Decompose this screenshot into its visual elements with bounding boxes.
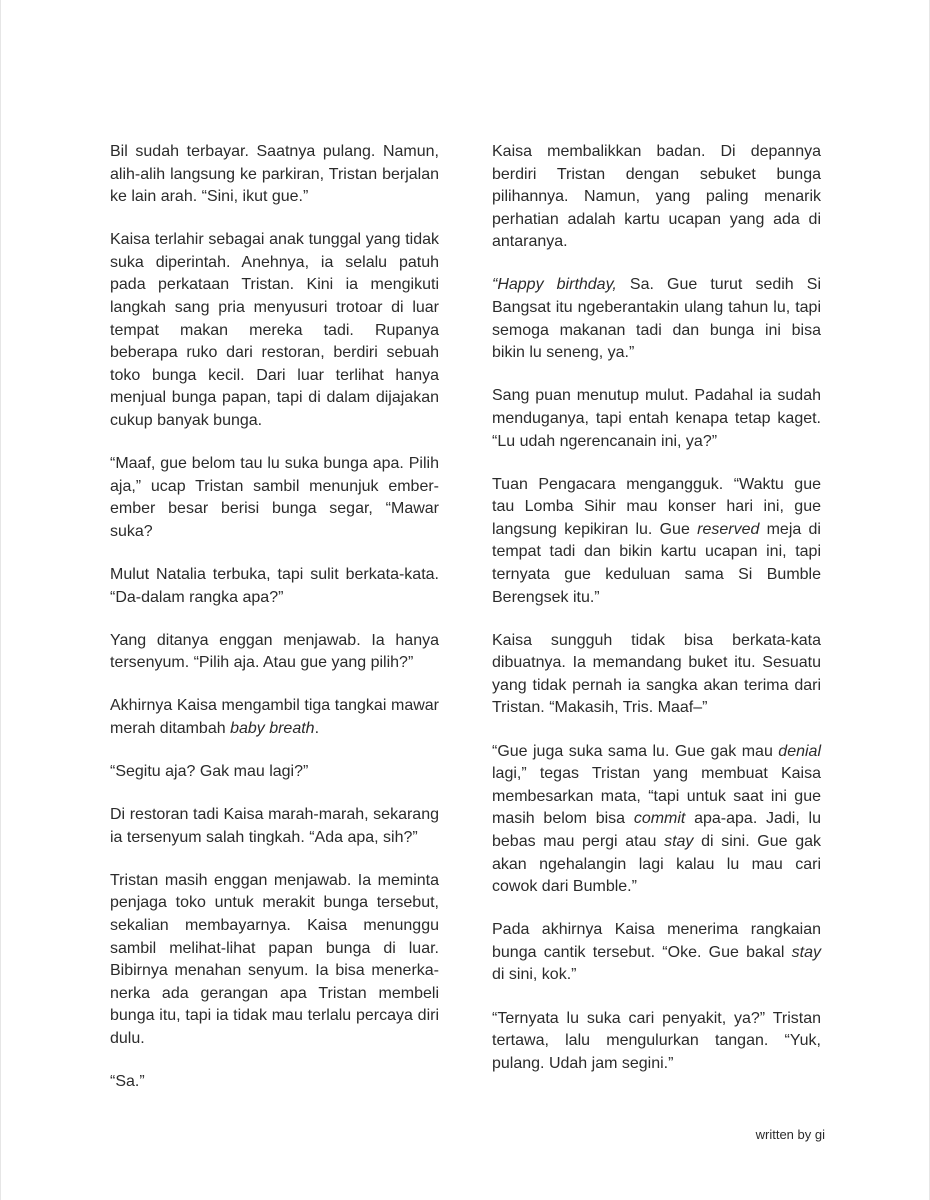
right-column [492, 141, 821, 1096]
italic-text: commit [633, 810, 686, 828]
text-run: Pada akhirnya Kaisa menerima rangkaian bunga cantik tersebut. “Oke. Gue bakal [492, 921, 821, 961]
text-run: di sini. Gue gak akan ngehalangin lagi kalau lu mau cari cowok dari Bumble.” [492, 832, 821, 896]
text-run: meja di tempat tadi dan bikin kartu ucapan ini, tapi ternyata gue keduluan sama Si Bumble Berengsek itu.” [492, 520, 821, 606]
paragraph: Kaisa membalikkan badan. Di depannya berdiri Tristan dengan sebuket bunga pilihannya. Namun, yang paling menarik perhatian adalah kartu ucapan yang ada di antaranya. [492, 143, 821, 251]
italic-text: reserved [697, 520, 760, 538]
paragraph [492, 919, 821, 987]
italic-text: stay [664, 832, 694, 850]
paragraph: “Ternyata lu suka cari penyakit, ya?” Tristan tertawa, lalu mengulurkan tangan. “Yuk, pulang. Udah jam segini.” [492, 1009, 821, 1072]
paragraph: Bil sudah terbayar. Saatnya pulang. Namun, alih-alih langsung ke parkiran, Tristan berjalan ke lain arah. “Sini, ikut gue.” [110, 143, 439, 206]
text-run: “Gue juga suka sama lu. Gue gak mau [492, 742, 779, 760]
paragraph: “Segitu aja? Gak mau lagi?” [110, 763, 309, 781]
paragraph: “Maaf, gue belom tau lu suka bunga apa. Pilih aja,” ucap Tristan sambil menunjuk ember-ember besar berisi bunga segar, “Mawar suka? [110, 455, 439, 540]
text-run: . [314, 719, 320, 737]
paragraph [492, 274, 821, 364]
paragraph [492, 741, 821, 899]
italic-text: baby breath [230, 719, 315, 737]
italic-text: denial [778, 742, 821, 760]
paragraph: Tristan masih enggan menjawab. Ia meminta penjaga toko untuk merakit bunga tersebut, sekalian membayarnya. Kaisa menunggu sambil melihat-lihat papan bunga di luar. Bibirnya menahan senyum. Ia bisa menerka-nerka ada gerangan apa Tristan membeli bunga itu, tapi ia tidak mau terlalu percaya diri dulu. [110, 871, 439, 1047]
text-run: lagi,” tegas Tristan yang membuat Kaisa membesarkan mata, “tapi untuk saat ini gue masih belom bisa [492, 765, 821, 828]
italic-text: stay [791, 943, 821, 961]
paragraph: Mulut Natalia terbuka, tapi sulit berkata-kata. “Da-dalam rangka apa?” [110, 566, 439, 606]
italic-text: “Happy birthday, [492, 276, 617, 294]
text-run: apa-apa. Jadi, lu bebas mau pergi atau [492, 810, 821, 850]
text-run: di sini, kok.” [492, 966, 577, 984]
text-run: Akhirnya Kaisa mengambil tiga tangkai mawar merah ditambah [110, 697, 439, 737]
paragraph [492, 474, 821, 610]
paragraph [110, 695, 439, 740]
text-run: Sa. Gue turut sedih Si Bangsat itu ngeberantakin ulang tahun lu, tapi semoga makanan tadi dan bunga ini bisa bikin lu seneng, ya.” [492, 276, 821, 362]
paragraph: Di restoran tadi Kaisa marah-marah, sekarang ia tersenyum salah tingkah. “Ada apa, sih?” [110, 806, 439, 846]
paragraph: Sang puan menutup mulut. Padahal ia sudah menduganya, tapi entah kenapa tetap kaget. “Lu udah ngerencanain ini, ya?” [492, 387, 821, 450]
text-run: Tuan Pengacara mengangguk. “Waktu gue tau Lomba Sihir mau konser hari ini, gue langsung kepikiran lu. Gue [492, 475, 821, 538]
left-column [110, 141, 439, 1114]
paragraph: “Sa.” [110, 1073, 145, 1091]
paragraph: Kaisa terlahir sebagai anak tunggal yang tidak suka diperintah. Anehnya, ia selalu patuh pada perkataan Tristan. Kini ia mengikuti langkah sang pria menyusuri trotoar di luar tempat makan mereka tadi. Rupanya beberapa ruko dari restoran, berdiri sebuah toko bunga kecil. Dari luar terlihat hanya menjual bunga papan, tapi di dalam dijajakan cukup banyak bunga. [110, 231, 439, 430]
author-credit: written by gi [755, 1127, 825, 1142]
paragraph: Yang ditanya enggan menjawab. Ia hanya tersenyum. “Pilih aja. Atau gue yang pilih?” [110, 631, 439, 672]
paragraph: Kaisa sungguh tidak bisa berkata-kata dibuatnya. Ia memandang buket itu. Sesuatu yang tidak pernah ia sangka akan terima dari Tristan. “Makasih, Tris. Maaf–” [492, 631, 821, 717]
